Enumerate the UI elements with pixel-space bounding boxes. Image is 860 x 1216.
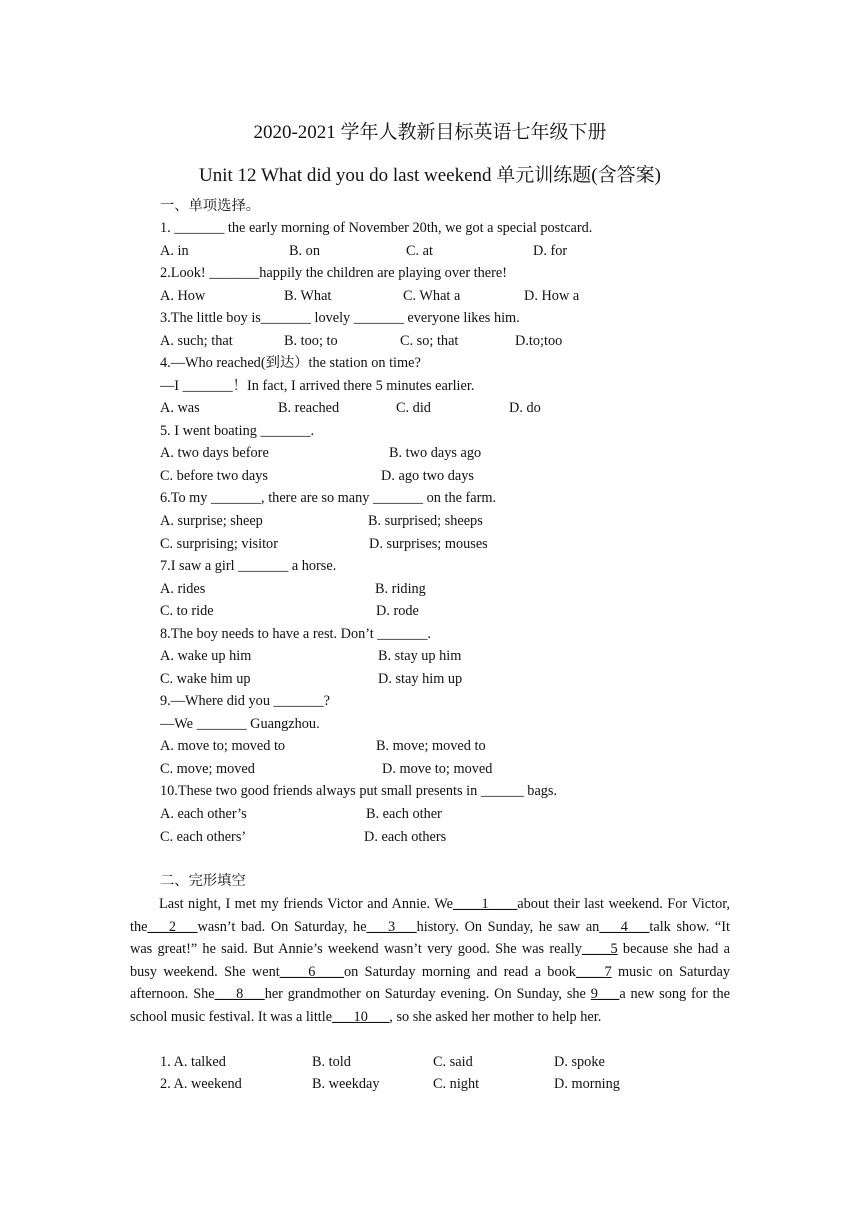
- question-stem: 3.The little boy is_______ lovely _______ everyone likes him.: [160, 310, 520, 326]
- option-c: C. said: [433, 1054, 473, 1070]
- passage-text: about their last weekend. For Victor, the: [130, 896, 730, 935]
- cloze-blank-8: ___8___: [214, 986, 265, 1003]
- option-b: B. riding: [375, 581, 426, 597]
- option-b: B. two days ago: [389, 445, 482, 461]
- cloze-blank-4: ___4___: [599, 918, 650, 935]
- option-c: C. each others’: [160, 829, 247, 845]
- passage-text: on Saturday morning and read a book: [344, 963, 576, 980]
- cloze-passage: [130, 893, 730, 1029]
- passage-text: , so she asked her mother to help her.: [389, 1008, 602, 1025]
- option-b: B. What: [284, 288, 332, 304]
- option-d: D. surprises; mouses: [369, 536, 488, 552]
- option-a: 1. A. talked: [160, 1054, 226, 1070]
- option-a: A. such; that: [160, 333, 233, 349]
- option-b: B. move; moved to: [376, 738, 486, 754]
- question-stem: 8.The boy needs to have a rest. Don’t _______.: [160, 626, 431, 642]
- option-a: A. How: [160, 288, 206, 304]
- option-a: A. was: [160, 400, 200, 416]
- option-a: A. wake up him: [160, 648, 252, 664]
- option-c: C. at: [406, 243, 434, 259]
- cloze-blank-10: ___10___: [332, 1008, 390, 1025]
- question-stem-line2: —I _______！In fact, I arrived there 5 minutes earlier.: [160, 378, 475, 394]
- question-stem: 9.—Where did you _______?: [160, 693, 330, 709]
- option-d: D. each others: [364, 829, 447, 845]
- section-heading: 二、完形填空: [160, 873, 246, 889]
- option-b: B. stay up him: [378, 648, 462, 664]
- option-b: B. reached: [278, 400, 340, 416]
- cloze-blank-3: ___3___: [366, 918, 417, 935]
- option-a: A. in: [160, 243, 189, 259]
- option-b: B. on: [289, 243, 320, 259]
- option-b: B. told: [312, 1054, 351, 1070]
- passage-text: a new song for the school music festival. It was a little: [130, 986, 730, 1025]
- option-d: D. How a: [524, 288, 580, 304]
- option-b: B. each other: [366, 806, 442, 822]
- option-b: B. too; to: [284, 333, 338, 349]
- question-stem: 4.—Who reached(到达）the station on time?: [160, 355, 421, 371]
- cloze-blank-2: ___2___: [147, 918, 198, 935]
- option-a: A. surprise; sheep: [160, 513, 263, 529]
- question-stem: 1. _______ the early morning of November 20th, we got a special postcard.: [160, 220, 593, 236]
- cloze-blank-5: ____5: [581, 941, 618, 958]
- option-c: C. to ride: [160, 603, 214, 619]
- option-c: C. move; moved: [160, 761, 255, 777]
- option-d: D. rode: [376, 603, 419, 619]
- section-heading: 一、单项选择。: [160, 198, 261, 214]
- question-stem: 6.To my _______, there are so many _______ on the farm.: [160, 490, 497, 506]
- option-a: A. rides: [160, 581, 206, 597]
- passage-text: wasn’t bad. On Saturday, he: [197, 918, 367, 935]
- passage-text: history. On Sunday, he saw an: [416, 918, 600, 935]
- cloze-blank-7: ____7: [575, 963, 612, 980]
- passage-text: talk show. “It was great!” he said. But Annie’s weekend wasn’t very good. She was really: [130, 918, 730, 958]
- option-c: C. before two days: [160, 468, 268, 484]
- option-c: C. surprising; visitor: [160, 536, 278, 552]
- option-c: C. wake him up: [160, 671, 251, 687]
- option-d: D. morning: [554, 1076, 620, 1092]
- option-c: C. night: [433, 1076, 480, 1092]
- cloze-blank-1: ____1____: [452, 896, 518, 912]
- question-stem: 5. I went boating _______.: [160, 423, 315, 439]
- question-stem: 2.Look! _______happily the children are playing over there!: [160, 265, 507, 281]
- question-stem: 7.I saw a girl _______ a horse.: [160, 558, 337, 574]
- option-b: B. surprised; sheeps: [368, 513, 483, 529]
- document-subtitle: Unit 12 What did you do last weekend 单元训练题(含答案): [199, 165, 661, 186]
- cloze-blank-6: ____6____: [279, 963, 345, 980]
- option-d: D. spoke: [554, 1054, 605, 1070]
- option-d: D.to;too: [515, 333, 563, 349]
- option-a: A. move to; moved to: [160, 738, 286, 754]
- option-d: D. stay him up: [378, 671, 463, 687]
- option-a: 2. A. weekend: [160, 1076, 242, 1092]
- option-a: A. each other’s: [160, 806, 247, 822]
- option-b: B. weekday: [312, 1076, 380, 1092]
- question-stem: 10.These two good friends always put small presents in ______ bags.: [160, 783, 558, 799]
- option-d: D. ago two days: [381, 468, 474, 484]
- cloze-blank-9: 9___: [590, 986, 620, 1003]
- option-a: A. two days before: [160, 445, 269, 461]
- passage-text: music on Saturday afternoon. She: [130, 963, 730, 1003]
- passage-text: because she had a busy weekend. She went: [130, 941, 730, 980]
- option-c: C. What a: [403, 288, 461, 304]
- option-d: D. for: [533, 243, 568, 259]
- question-stem-line2: —We _______ Guangzhou.: [160, 716, 320, 732]
- passage-text: her grandmother on Saturday evening. On Sunday, she: [264, 986, 591, 1003]
- passage-text: Last night, I met my friends Victor and Annie. We: [159, 896, 453, 912]
- option-d: D. move to; moved: [382, 761, 493, 777]
- option-d: D. do: [509, 400, 541, 416]
- option-c: C. did: [396, 400, 431, 416]
- document-title: 2020-2021 学年人教新目标英语七年级下册: [253, 122, 607, 143]
- option-c: C. so; that: [400, 333, 459, 349]
